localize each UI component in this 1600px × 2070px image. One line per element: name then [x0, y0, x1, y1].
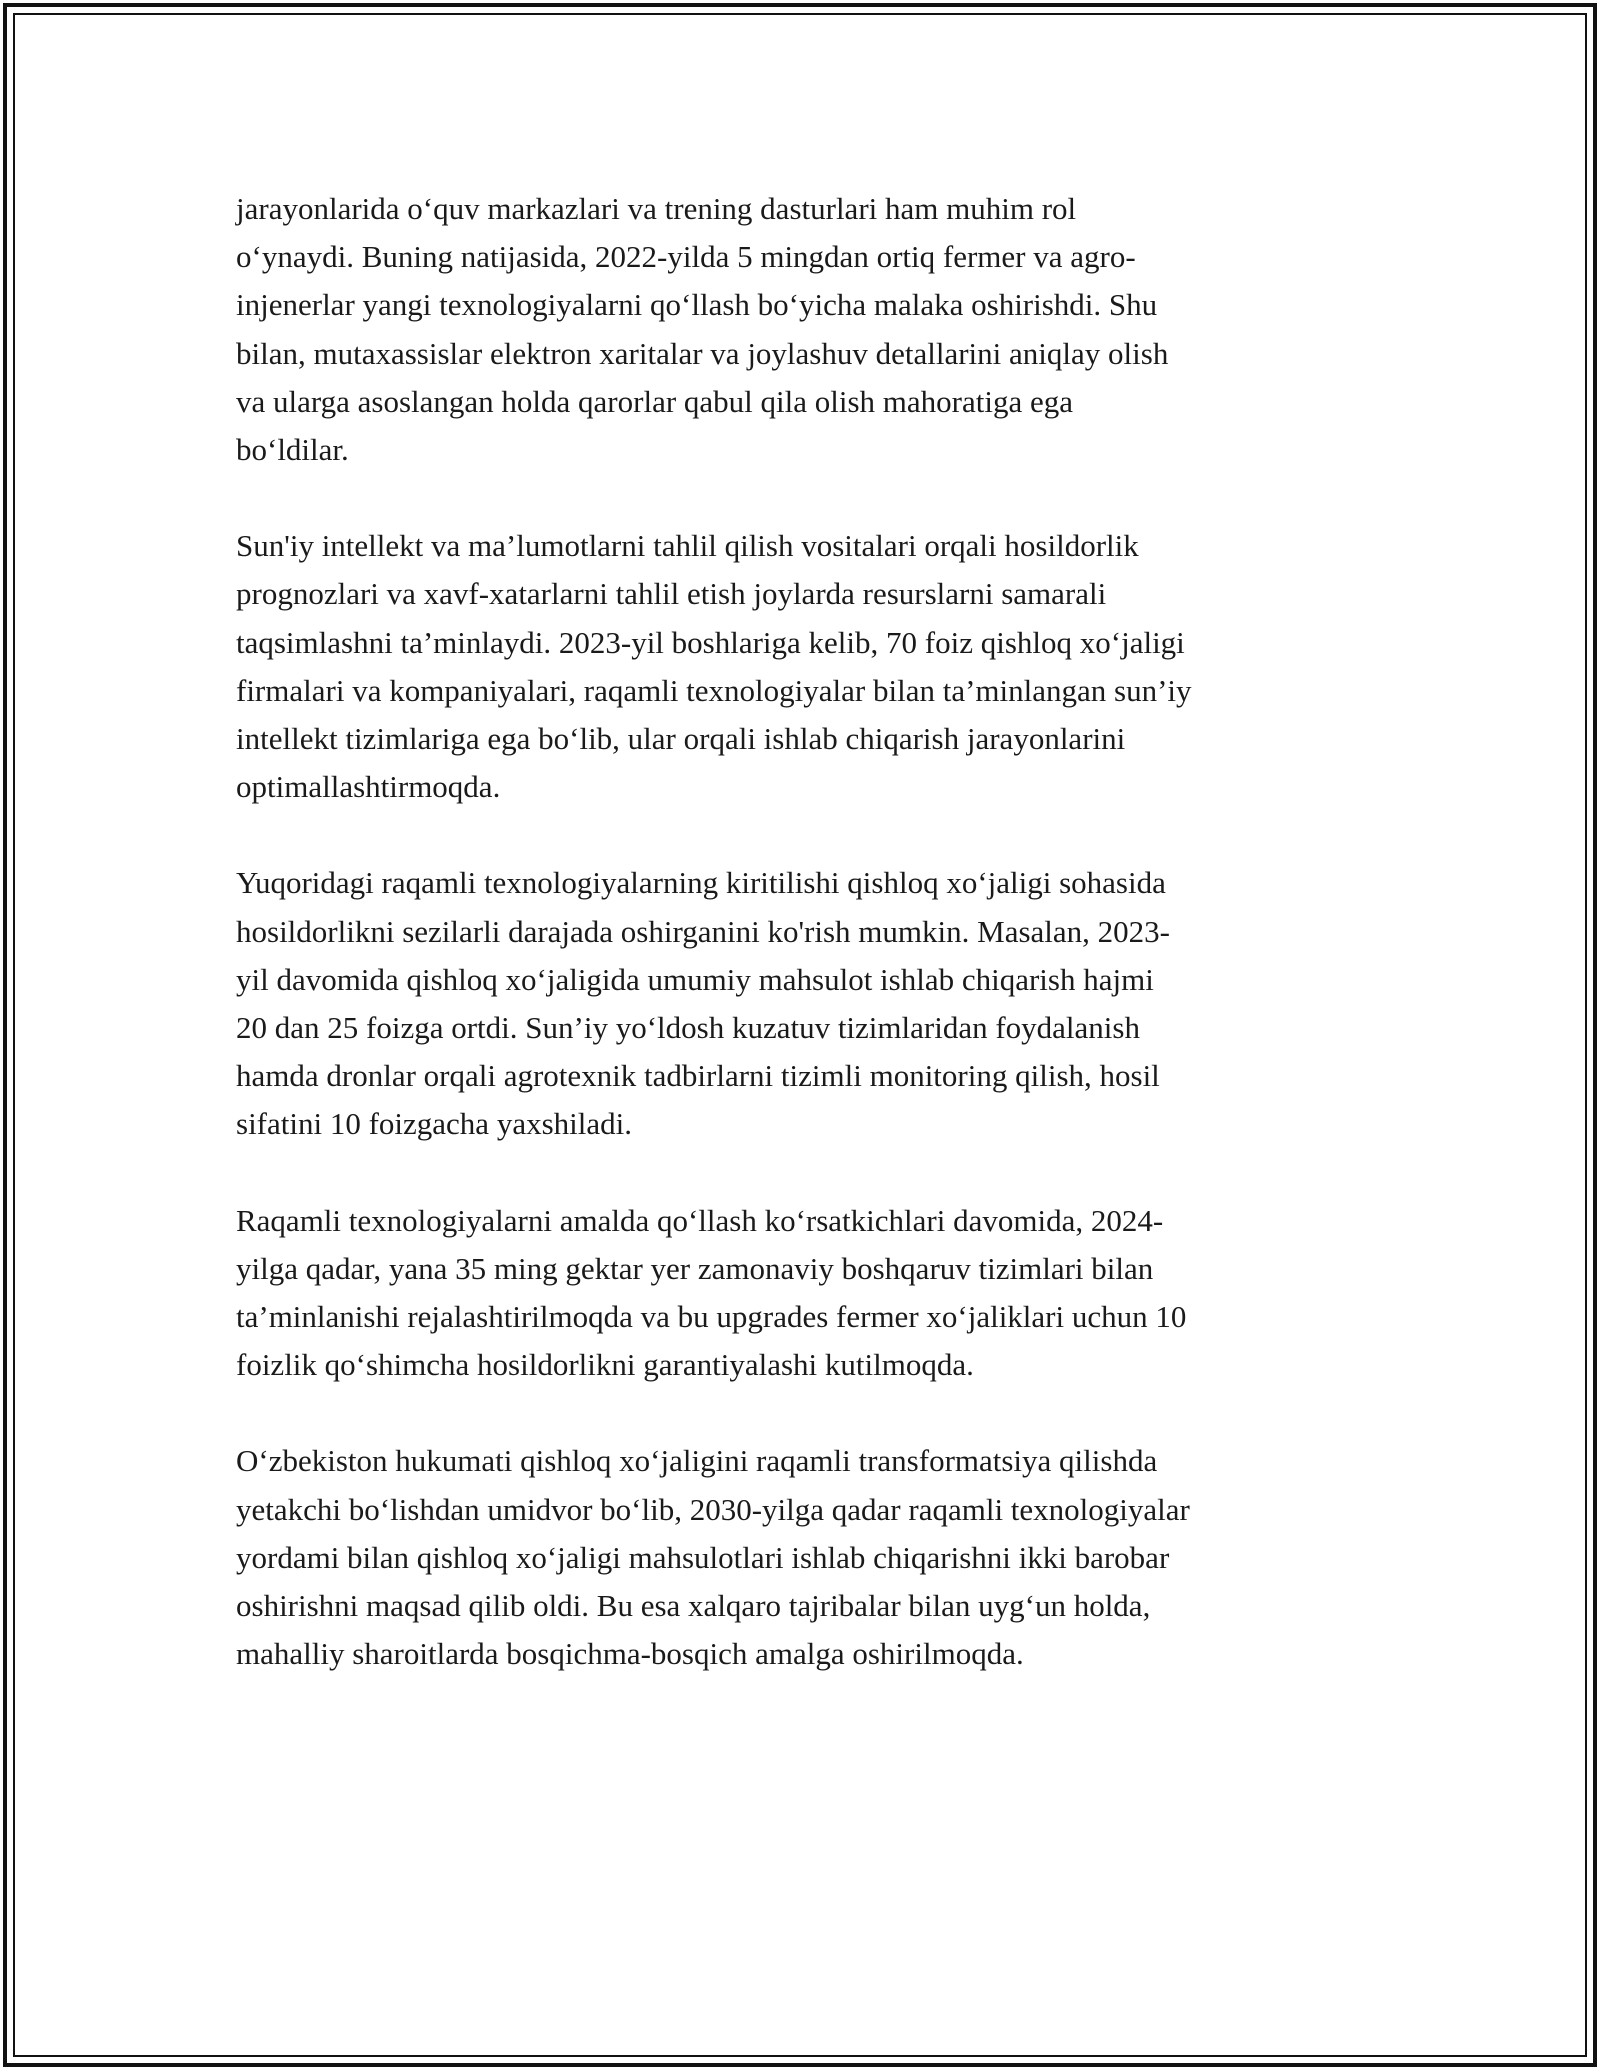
- paragraph-ai-analytics: Sun'iy intellekt va ma’lumotlarni tahlil qilish vositalari orqali hosildorlik prognozlari va xavf-xatarlarni tahlil etish joylarda resurslarni samarali taqsimlashni ta’minlaydi. 2023-yil boshlariga kelib, 70 foiz qishloq xo‘jaligi firmalari va kompaniyalari, raqamli texnologiyalar bilan ta’minlangan sun’iy intellekt tizimlariga ega bo‘lib, ular orqali ishlab chiqarish jarayonlarini optimallashtirmoqda.: [236, 528, 1192, 805]
- paragraph-training-centers: jarayonlarida o‘quv markazlari va trening dasturlari ham muhim rol o‘ynaydi. Buning natijasida, 2022-yilda 5 mingdan ortiq fermer va agro- injenerlar yangi texnologiyalarni qo‘llash bo‘yicha malaka oshirishdi. Shu bilan, mutaxassislar elektron xaritalar va joylashuv detallarini aniqlay olish va ularga asoslangan holda qarorlar qabul qila olish mahoratiga ega bo‘ldilar.: [236, 191, 1169, 468]
- paragraph-government-goals: O‘zbekiston hukumati qishloq xo‘jaligini raqamli transformatsiya qilishda yetakchi bo‘lishdan umidvor bo‘lib, 2030-yilga qadar raqamli texnologiyalar yordami bilan qishloq xo‘jaligi mahsulotlari ishlab chiqarishni ikki barobar oshirishni maqsad qilib oldi. Bu esa xalqaro tajribalar bilan uyg‘un holda, mahalliy sharoitlarda bosqichma-bosqich amalga oshirilmoqda.: [236, 1443, 1190, 1672]
- paragraph-2024-plans: Raqamli texnologiyalarni amalda qo‘llash ko‘rsatkichlari davomida, 2024- yilga qadar, yana 35 ming gektar yer zamonaviy boshqaruv tizimlari bilan ta’minlanishi rejalashtirilmoqda va bu upgrades fermer xo‘jaliklari uchun 10 foizlik qo‘shimcha hosildorlikni garantiyalashi kutilmoqda.: [236, 1202, 1187, 1383]
- paragraph-productivity-growth: Yuqoridagi raqamli texnologiyalarning kiritilishi qishloq xo‘jaligi sohasida hosildorlikni sezilarli darajada oshirganini ko'rish mumkin. Masalan, 2023- yil davomida qishloq xo‘jaligida umumiy mahsulot ishlab chiqarish hajmi 20 dan 25 foizga ortdi. Sun’iy yo‘ldosh kuzatuv tizimlaridan foydalanish hamda dronlar orqali agrotexnik tadbirlarni tizimli monitoring qilish, hosil sifatini 10 foizgacha yaxshiladi.: [236, 865, 1170, 1142]
- document-body: [236, 185, 1376, 1726]
